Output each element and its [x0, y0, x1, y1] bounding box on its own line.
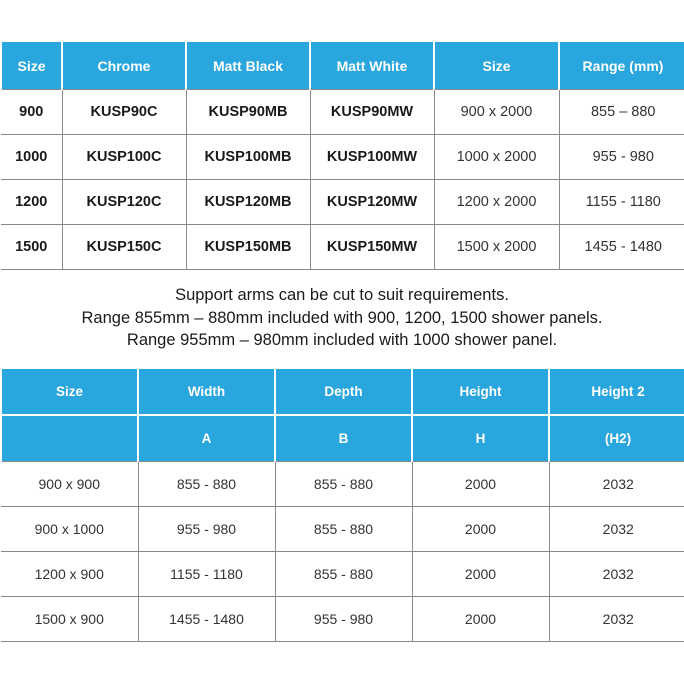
table-cell: 1200 x 900 [1, 552, 138, 597]
table-cell: 900 x 2000 [434, 90, 559, 135]
table-cell: 2032 [549, 507, 684, 552]
table-cell: KUSP120MW [310, 180, 434, 225]
table-cell: 900 x 1000 [1, 507, 138, 552]
table-cell: 1000 x 2000 [434, 135, 559, 180]
subheader-size [1, 415, 138, 462]
table-cell: 1455 - 1480 [559, 225, 684, 270]
table-cell: 855 - 880 [275, 462, 412, 507]
table-row [1, 507, 684, 552]
table-row [1, 90, 684, 135]
table-row [1, 225, 684, 270]
column-header-range: Range (mm) [559, 42, 684, 90]
column-header-chrome: Chrome [62, 42, 186, 90]
column-header-depth: Depth [275, 369, 412, 415]
table-cell: 2000 [412, 552, 549, 597]
column-header-size: Size [1, 42, 62, 90]
table-cell: 1200 [1, 180, 62, 225]
table-cell: 855 – 880 [559, 90, 684, 135]
table-cell: KUSP100MB [186, 135, 310, 180]
note-line: Range 855mm – 880mm included with 900, 1200, 1500 shower panels. [81, 308, 603, 327]
table-cell: 2000 [412, 597, 549, 642]
table-row [1, 597, 684, 642]
table-cell: 900 x 900 [1, 462, 138, 507]
table-row [1, 552, 684, 597]
table-cell: 1500 x 2000 [434, 225, 559, 270]
table-subheader-row [1, 415, 684, 462]
product-codes-table [0, 42, 684, 270]
note-line: Support arms can be cut to suit requirements. [175, 286, 509, 304]
table-cell: KUSP90MW [310, 90, 434, 135]
table-cell: 855 - 880 [275, 507, 412, 552]
table-cell: KUSP120MB [186, 180, 310, 225]
column-header-matt-black: Matt Black [186, 42, 310, 90]
table-cell: KUSP90MB [186, 90, 310, 135]
column-header-height: Height [412, 369, 549, 415]
table-header-row [1, 42, 684, 90]
subheader-height-2: (H2) [549, 415, 684, 462]
table-cell: KUSP100MW [310, 135, 434, 180]
table-cell: 2032 [549, 462, 684, 507]
table-cell: 1500 x 900 [1, 597, 138, 642]
table-cell: KUSP150MW [310, 225, 434, 270]
column-header-height-2: Height 2 [549, 369, 684, 415]
table-cell: KUSP150C [62, 225, 186, 270]
table-cell: 955 - 980 [275, 597, 412, 642]
table-cell: 955 - 980 [138, 507, 275, 552]
table-cell: 900 [1, 90, 62, 135]
table-cell: 1500 [1, 225, 62, 270]
column-header-matt-white: Matt White [310, 42, 434, 90]
table-cell: 855 - 880 [275, 552, 412, 597]
note-line: Range 955mm – 980mm included with 1000 shower panel. [126, 331, 558, 349]
subheader-width: A [138, 415, 275, 462]
table-cell: 1200 x 2000 [434, 180, 559, 225]
table-header-row [1, 369, 684, 415]
table-row [1, 135, 684, 180]
column-header-width: Width [138, 369, 275, 415]
table-cell: KUSP120C [62, 180, 186, 225]
table-cell: 2000 [412, 462, 549, 507]
table-row [1, 180, 684, 225]
table-cell: 1155 - 1180 [559, 180, 684, 225]
table-cell: KUSP90C [62, 90, 186, 135]
table-cell: 1155 - 1180 [138, 552, 275, 597]
table-cell: KUSP150MB [186, 225, 310, 270]
table-cell: 1455 - 1480 [138, 597, 275, 642]
support-arm-notes [0, 284, 684, 352]
table-cell: 955 - 980 [559, 135, 684, 180]
column-header-size: Size [1, 369, 138, 415]
table-cell: KUSP100C [62, 135, 186, 180]
table-cell: 2000 [412, 507, 549, 552]
table-row [1, 462, 684, 507]
subheader-depth: B [275, 415, 412, 462]
table-cell: 855 - 880 [138, 462, 275, 507]
column-header-panel-size: Size [434, 42, 559, 90]
dimensions-table [0, 369, 684, 642]
table-cell: 1000 [1, 135, 62, 180]
table-cell: 2032 [549, 552, 684, 597]
subheader-height: H [412, 415, 549, 462]
table-cell: 2032 [549, 597, 684, 642]
